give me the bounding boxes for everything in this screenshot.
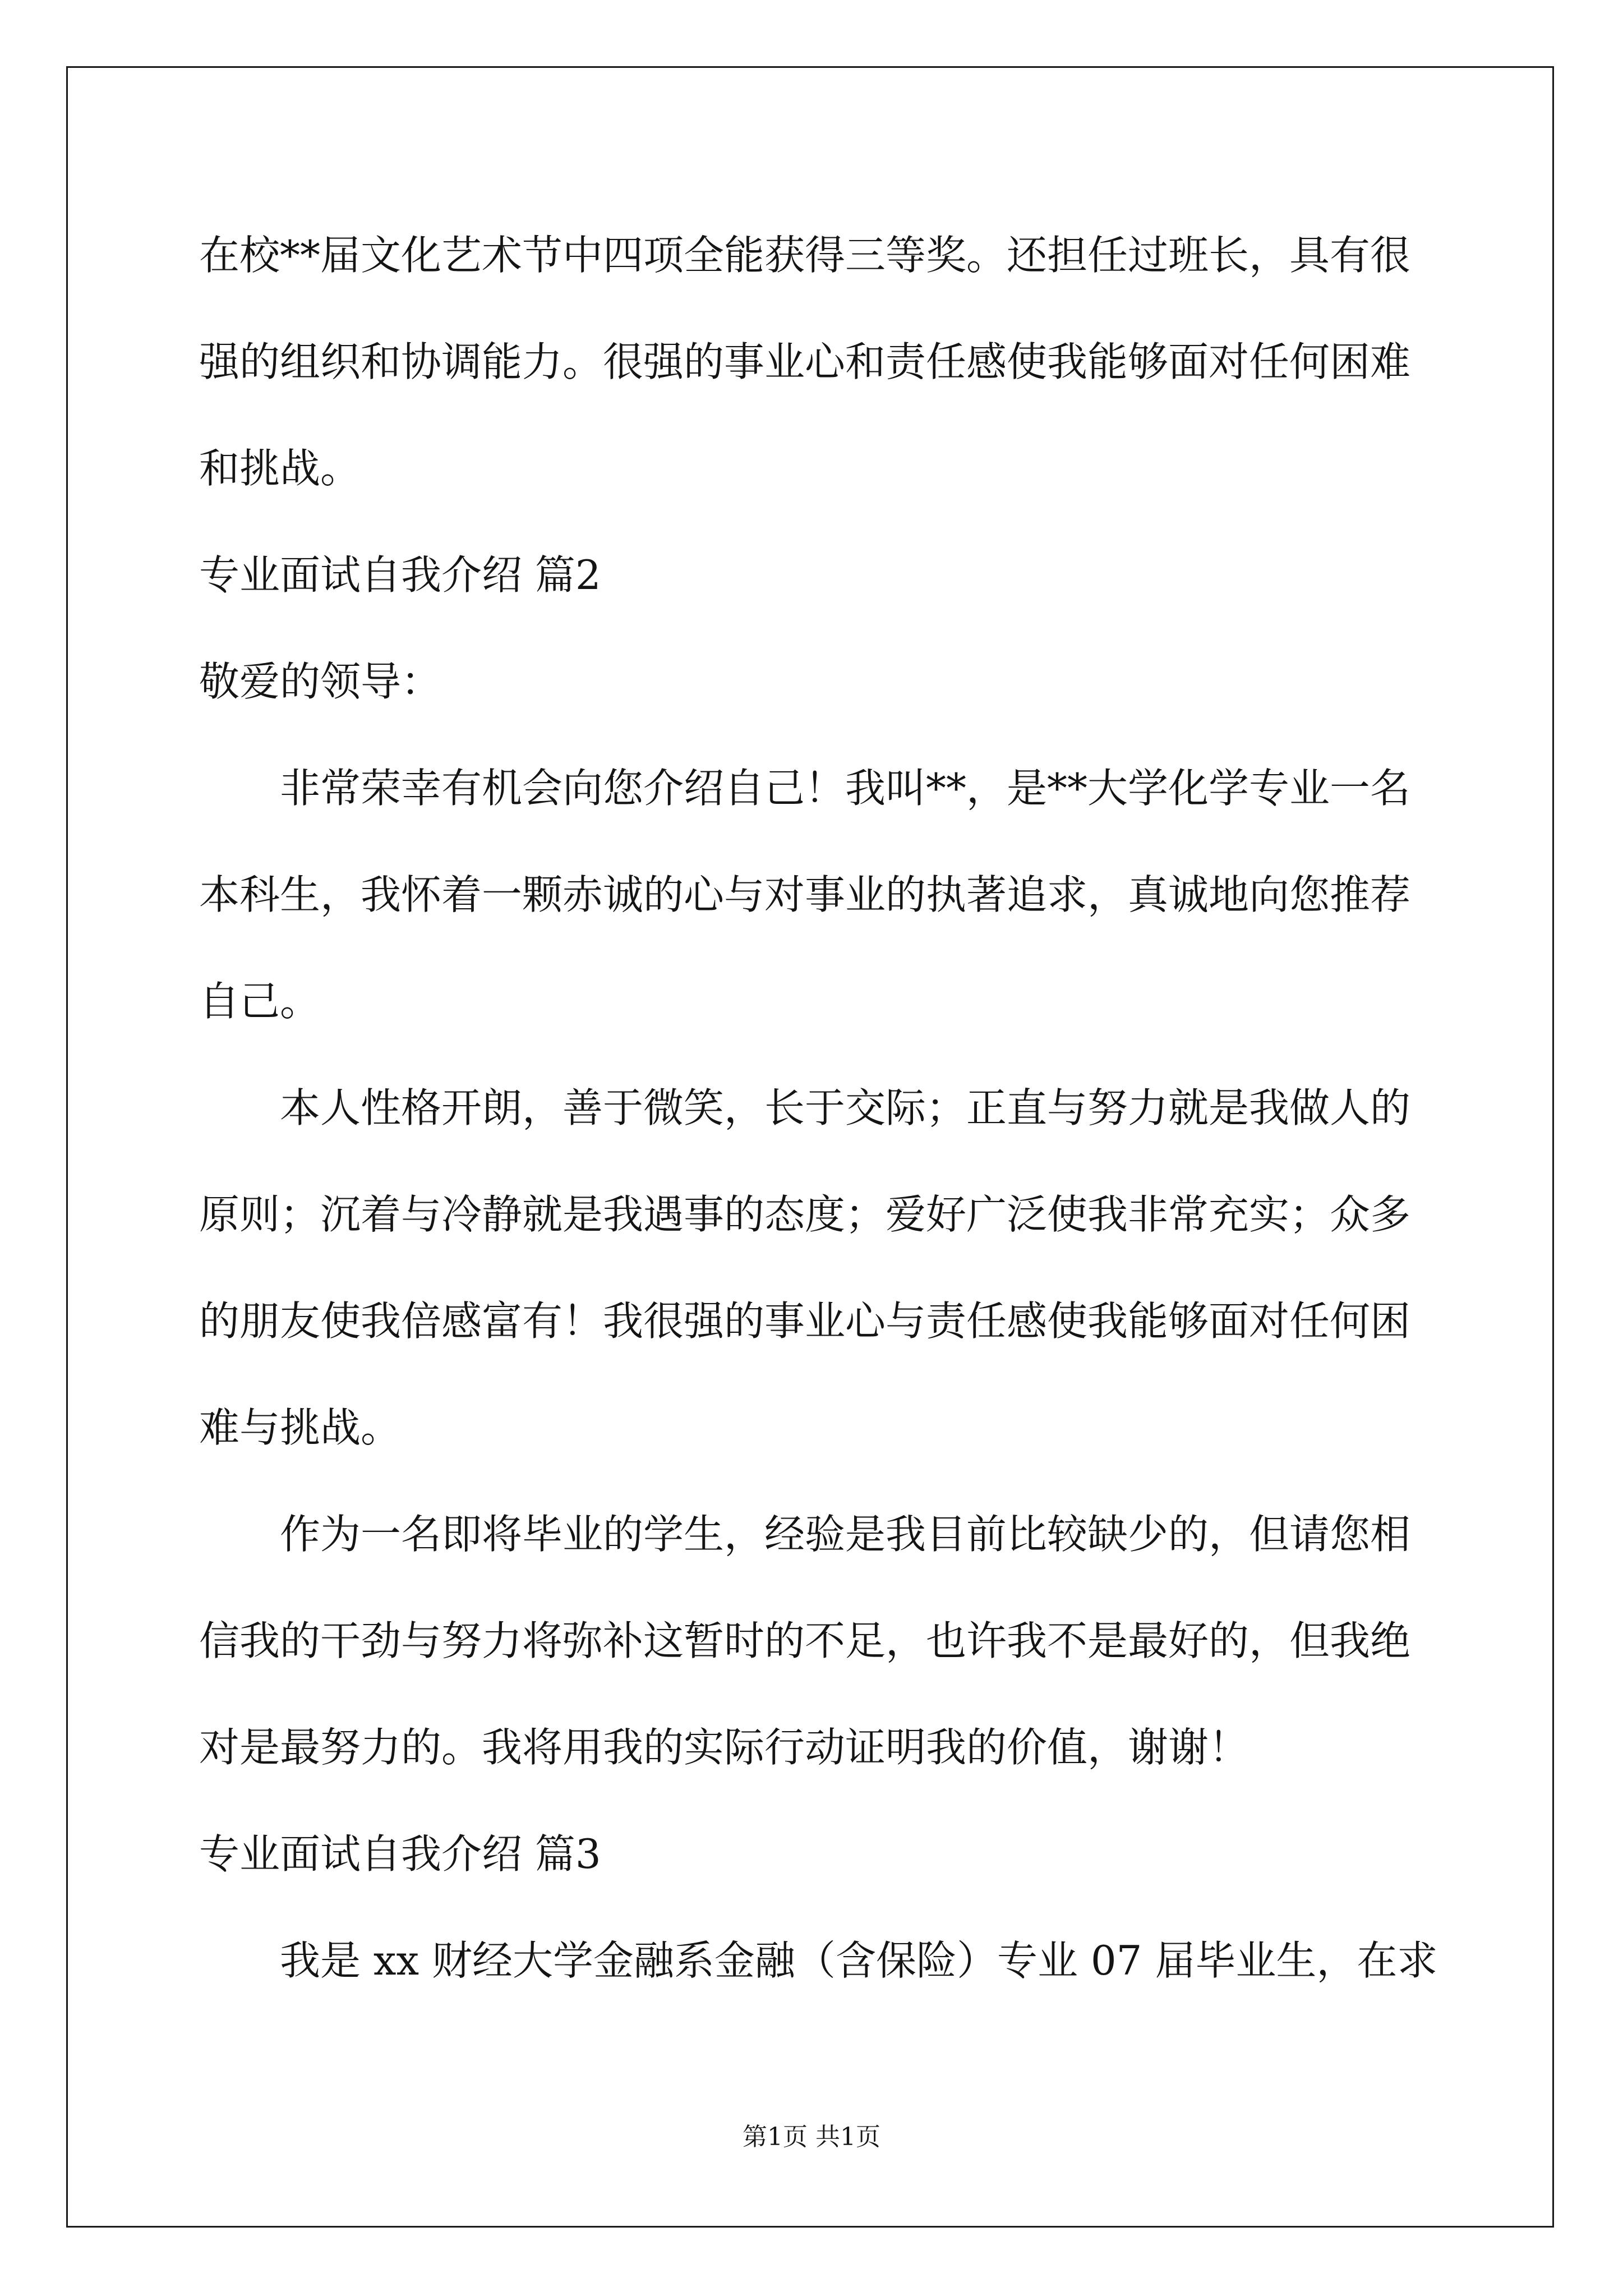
- paragraph-line: 原则；沉着与冷静就是我遇事的态度；爱好广泛使我非常充实；众多: [199, 1191, 1411, 1238]
- paragraph-line: 在校**届文化艺术节中四项全能获得三等奖。还担任过班长，具有很: [199, 232, 1411, 279]
- paragraph-line: 对是最努力的。我将用我的实际行动证明我的价值，谢谢！: [199, 1724, 1249, 1771]
- paragraph-line: 本科生，我怀着一颗赤诚的心与对事业的执著追求，真诚地向您推荐: [199, 871, 1411, 918]
- paragraph-line: 强的组织和协调能力。很强的事业心和责任感使我能够面对任何困难: [199, 338, 1411, 385]
- page-footer: 第1页 共1页: [743, 2123, 880, 2151]
- paragraph-line: 自己。: [199, 978, 321, 1025]
- paragraph-line: 的朋友使我倍感富有！我很强的事业心与责任感使我能够面对任何困: [199, 1297, 1411, 1345]
- section-heading-2: 专业面试自我介绍 篇2: [199, 551, 601, 599]
- paragraph-line: 作为一名即将毕业的学生，经验是我目前比较缺少的，但请您相: [280, 1511, 1411, 1558]
- paragraph-line: 本人性格开朗，善于微笑，长于交际；正直与努力就是我做人的: [280, 1084, 1411, 1131]
- paragraph-line: 我是 xx 财经大学金融系金融（含保险）专业 07 届毕业生，在求: [280, 1937, 1438, 1984]
- paragraph-line: 和挑战。: [199, 445, 361, 492]
- paragraph-line: 信我的干劲与努力将弥补这暂时的不足，也许我不是最好的，但我绝: [199, 1617, 1411, 1664]
- paragraph-line: 难与挑战。: [199, 1404, 402, 1451]
- section-heading-3: 专业面试自我介绍 篇3: [199, 1830, 601, 1878]
- document-body: [199, 202, 1438, 2014]
- salutation: 敬爱的领导：: [199, 658, 442, 705]
- paragraph-line: 非常荣幸有机会向您介绍自己！我叫**，是**大学化学专业一名: [280, 765, 1411, 812]
